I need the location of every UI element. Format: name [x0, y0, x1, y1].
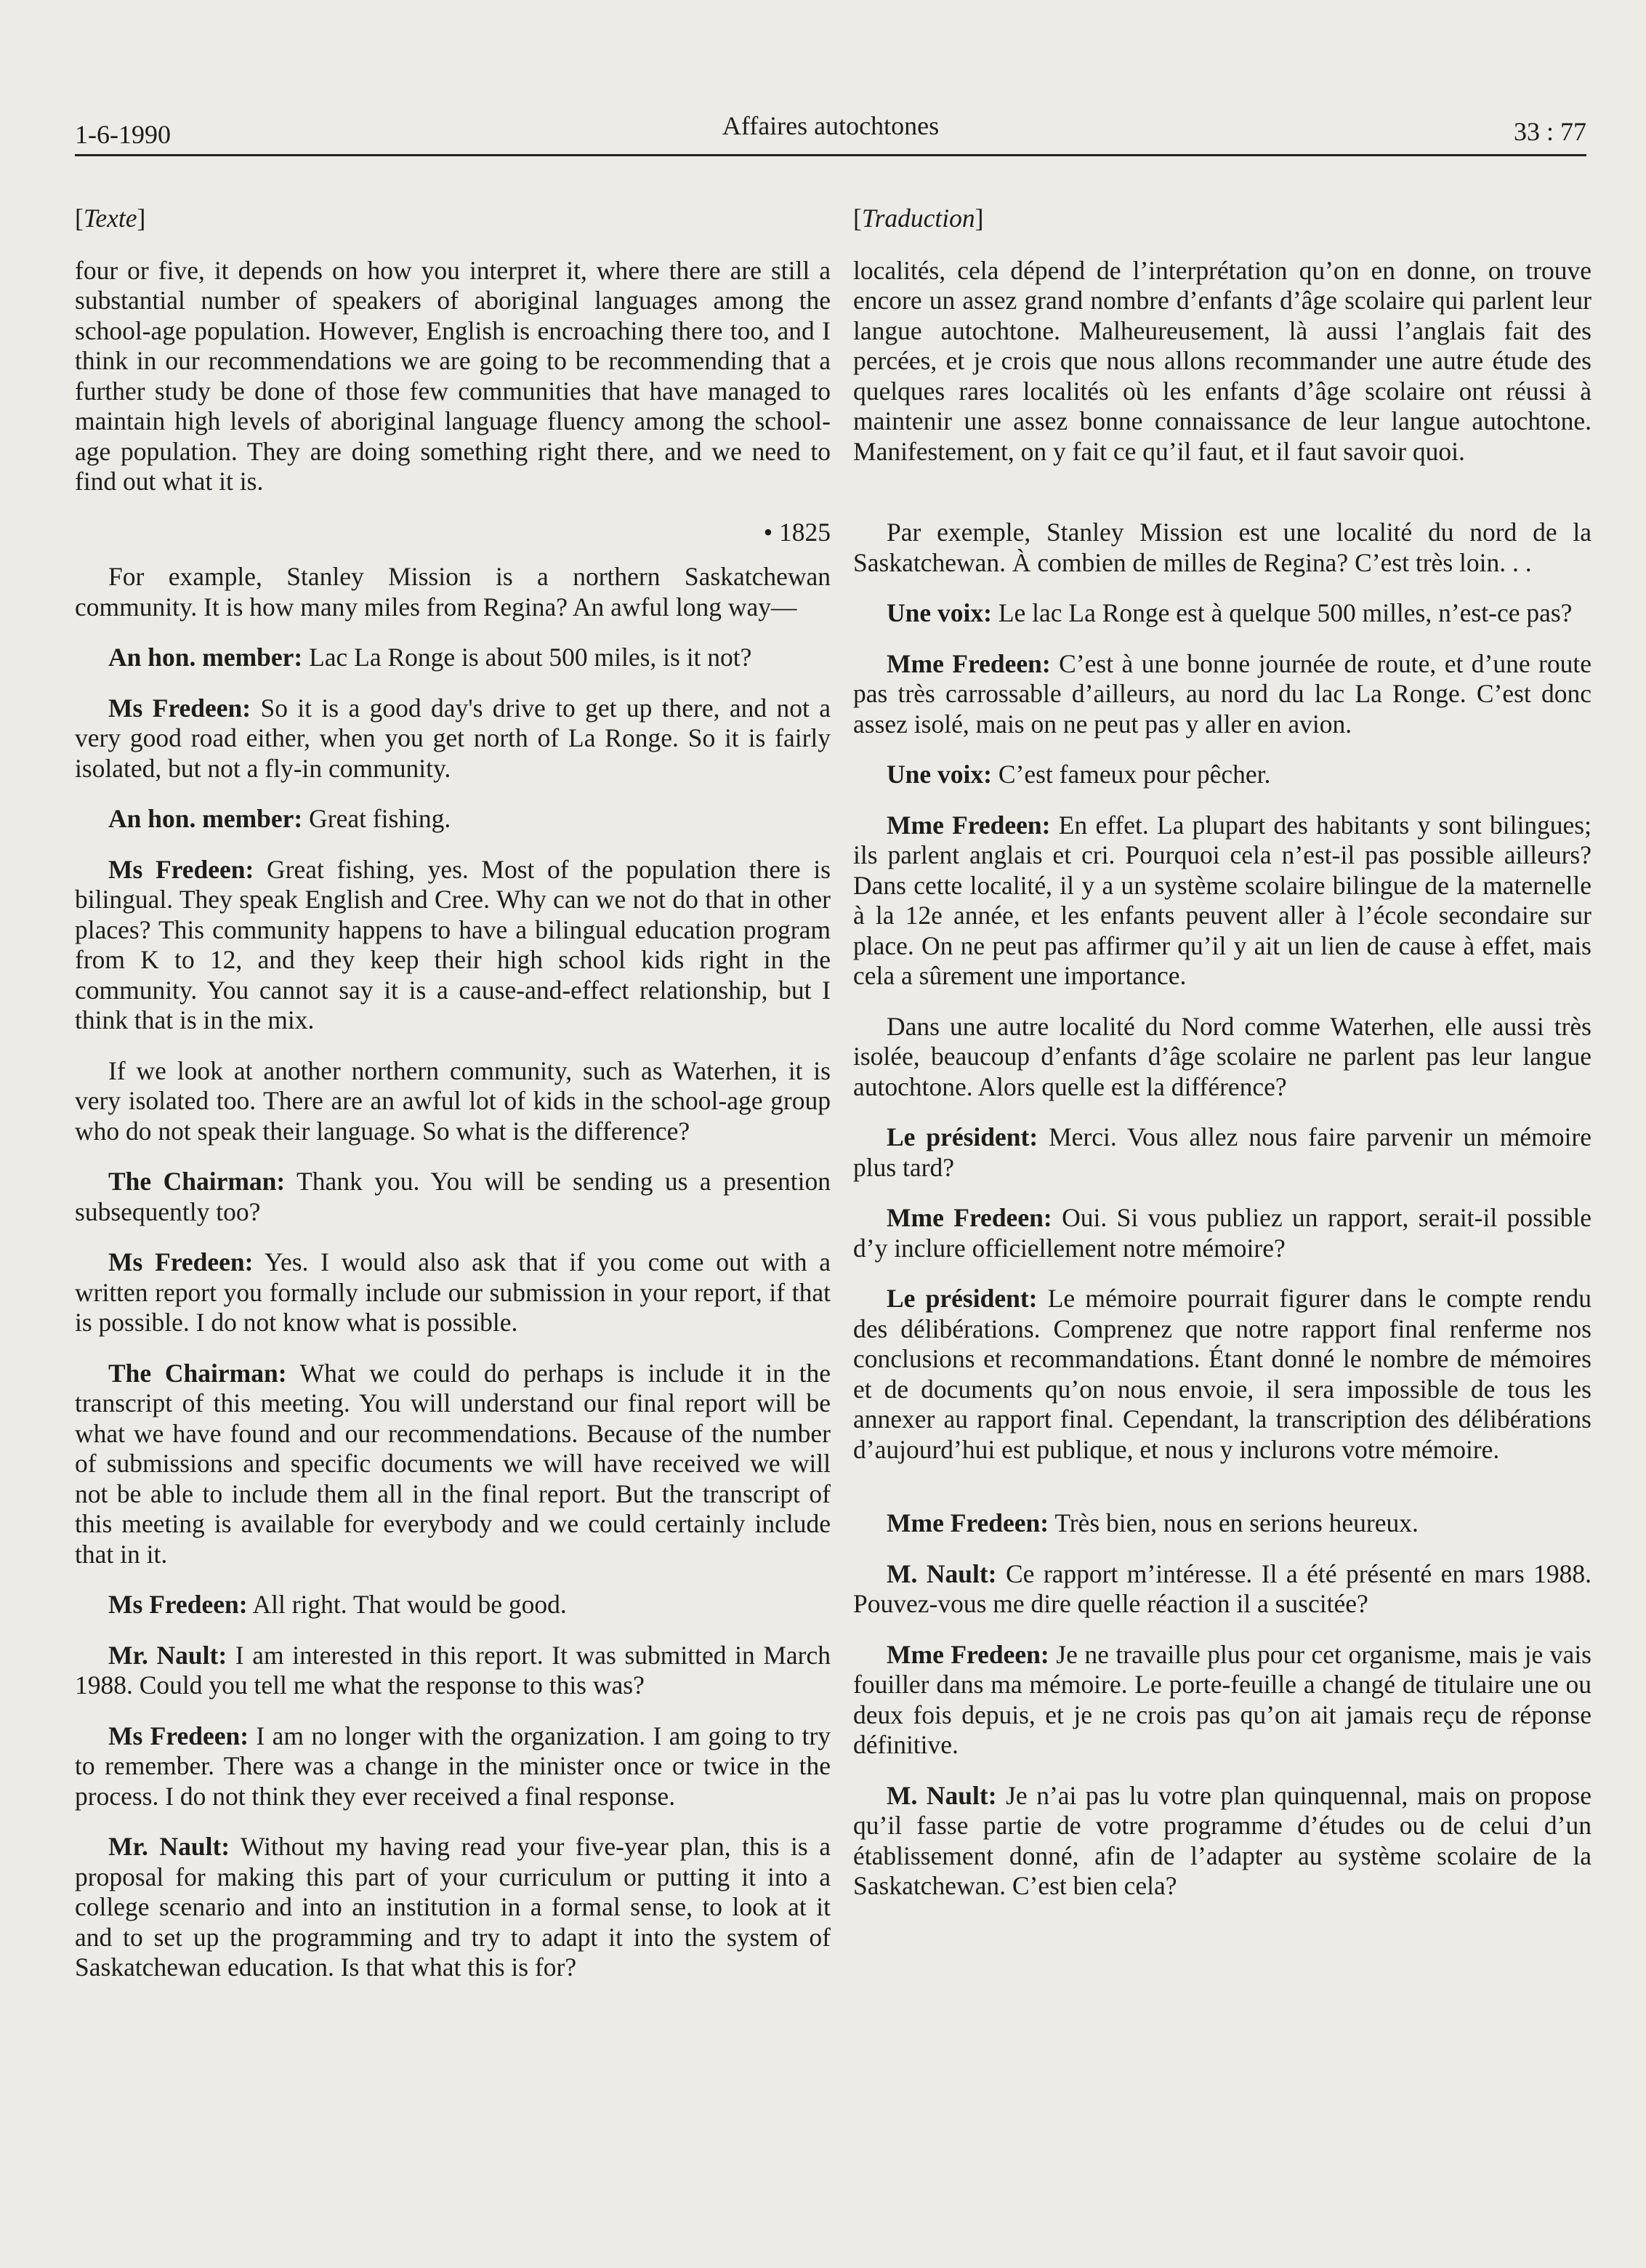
- speaker-name: M. Nault:: [887, 1559, 997, 1588]
- header-date: 1-6-1990: [75, 120, 171, 149]
- header-title: Affaires autochtones: [722, 111, 940, 140]
- paragraph: Une voix: Le lac La Ronge est à quelque 500 milles, n’est-ce pas?: [887, 598, 1573, 627]
- paragraph: Mme Fredeen: En effet. La plupart des habitants y sont bilingues; ils parlent anglais et cri. Pourquoi cela n’est-il pas possible ailleurs? Dans cette localité, il y a un système scolaire bilingue de la maternelle à la 12e année, et les enfants peuvent aller à l’école secondaire sur place. On ne peut pas affirmer qu’il y ait un lien de cause à effet, mais cela a sûrement une importance.: [853, 810, 1591, 990]
- paragraph: Mme Fredeen: C’est à une bonne journée de route, et d’une route pas très carrossable d’ailleurs, au nord du lac La Ronge. C’est donc assez isolé, mais on ne peut pas y aller en avion.: [853, 648, 1591, 739]
- speaker-name: Le président:: [887, 1122, 1038, 1151]
- speaker-name: The Chairman:: [108, 1358, 287, 1388]
- speaker-name: Mr. Nault:: [108, 1832, 230, 1861]
- speaker-name: Mme Fredeen:: [887, 1639, 1049, 1669]
- paragraph: Ms Fredeen: All right. That would be good.: [108, 1590, 567, 1619]
- time-marker: • 1825: [763, 517, 831, 547]
- speaker-name: Mme Fredeen:: [887, 1203, 1052, 1232]
- paragraph: Mme Fredeen: Très bien, nous en serions heureux.: [887, 1508, 1419, 1537]
- paragraph: Mr. Nault: Without my having read your five-year plan, this is a proposal for making this part of your curriculum or putting it into a college scenario and into an institution in a formal sense, to look at it and to set up the programming and try to adapt it into the system of Saskatchewan education. Is that what this is for?: [75, 1832, 831, 1982]
- paragraph: Ms Fredeen: So it is a good day's drive to get up there, and not a very good road either, when you get north of La Ronge. So it is fairly isolated, but not a fly-in community.: [75, 693, 831, 783]
- page-header: [75, 109, 1586, 156]
- paragraph: Par exemple, Stanley Mission est une localité du nord de la Saskatchewan. À combien de milles de Regina? C’est très loin. . .: [853, 518, 1591, 577]
- speaker-name: Mme Fredeen:: [887, 1508, 1049, 1537]
- text-tag-label: Texte: [83, 204, 137, 233]
- paragraph: M. Nault: Je n’ai pas lu votre plan quinquennal, mais on propose qu’il fasse partie de votre programme d’études ou de celui d’un établissement donné, afin de l’adapter au système scolaire de la Saskatchewan. C’est bien cela?: [853, 1780, 1591, 1900]
- paragraph: Le président: Merci. Vous allez nous faire parvenir un mémoire plus tard?: [853, 1122, 1591, 1182]
- english-column: [75, 204, 831, 2003]
- speaker-name: Ms Fredeen:: [108, 1721, 249, 1750]
- paragraph: If we look at another northern community, such as Waterhen, it is very isolated too. There are an awful lot of kids in the school-age group who do not speak their language. So what is the difference?: [75, 1055, 831, 1146]
- translation-tag: [Traduction]: [853, 204, 984, 233]
- paragraph: Mme Fredeen: Oui. Si vous publiez un rapport, serait-il possible d’y inclure officiellement notre mémoire?: [853, 1203, 1591, 1263]
- paragraph: Une voix: C’est fameux pour pêcher.: [887, 760, 1271, 789]
- speaker-name: Mr. Nault:: [108, 1640, 227, 1670]
- paragraph: Ms Fredeen: Great fishing, yes. Most of the population there is bilingual. They speak English and Cree. Why can we not do that in other places? This community happens to have a bilingual education program from K to 12, and they keep their high school kids right in the community. You cannot say it is a cause-and-effect relationship, but I think that is in the mix.: [75, 854, 831, 1034]
- paragraph: For example, Stanley Mission is a northern Saskatchewan community. It is how many miles from Regina? An awful long way—: [75, 562, 831, 622]
- translation-tag-label: Traduction: [861, 204, 975, 233]
- speaker-name: An hon. member:: [108, 804, 303, 833]
- paragraph: M. Nault: Ce rapport m’intéresse. Il a été présenté en mars 1988. Pouvez-vous me dire quelle réaction il a suscitée?: [853, 1559, 1591, 1618]
- speaker-name: Mme Fredeen:: [887, 648, 1051, 678]
- french-column: [853, 204, 1591, 1922]
- paragraph: Mme Fredeen: Je ne travaille plus pour cet organisme, mais je vais fouiller dans ma mémoire. Le porte-feuille a changé de titulaire une ou deux fois depuis, et je ne crois pas qu’on ait jamais reçu de réponse définitive.: [853, 1639, 1591, 1759]
- paragraph: Le président: Le mémoire pourrait figurer dans le compte rendu des délibérations. Comprenez que notre rapport final renferme nos conclusions et recommandations. Étant donné le nombre de mémoires et de documents qu’on nous envoie, il sera impossible de tous les annexer au rapport final. Cependant, la transcription des délibérations d’aujourd’hui est publique, et nous y inclurons votre mémoire.: [853, 1284, 1591, 1464]
- speaker-name: Une voix:: [887, 760, 992, 789]
- paragraph: An hon. member: Great fishing.: [108, 804, 451, 833]
- speaker-name: Ms Fredeen:: [108, 854, 254, 884]
- speaker-name: Ms Fredeen:: [108, 693, 251, 723]
- paragraph: An hon. member: Lac La Ronge is about 500 miles, is it not?: [108, 643, 752, 672]
- speaker-name: Le président:: [887, 1284, 1038, 1313]
- paragraph: The Chairman: What we could do perhaps is include it in the transcript of this meeting. You will understand our final report will be what we have found and our recommendations. Because of the number of submissions and specific documents we will have received we will not be able to include them all in the final report. But the transcript of this meeting is available for everybody and we could certainly include that in it.: [75, 1358, 831, 1569]
- speaker-name: Mme Fredeen:: [887, 810, 1051, 840]
- paragraph: The Chairman: Thank you. You will be sending us a presention subsequently too?: [75, 1167, 831, 1226]
- speaker-name: Une voix:: [887, 598, 992, 627]
- speaker-name: An hon. member:: [108, 643, 303, 672]
- paragraph: Ms Fredeen: Yes. I would also ask that if you come out with a written report you formally include our submission in your report, if that is possible. I do not know what is possible.: [75, 1247, 831, 1337]
- paragraph: Ms Fredeen: I am no longer with the organization. I am going to try to remember. There was a change in the minister once or twice in the process. I do not think they ever received a final response.: [75, 1721, 831, 1811]
- paragraph: four or five, it depends on how you interpret it, where there are still a substantial number of speakers of aboriginal languages among the school-age population. However, English is encroaching there too, and I think in our recommendations we are going to be recommending that a further study be done of those few communities that have managed to maintain high levels of aboriginal language fluency among the school-age population. They are doing something right there, and we need to find out what it is.: [75, 255, 831, 496]
- paragraph: localités, cela dépend de l’interprétation qu’on en donne, on trouve encore un assez grand nombre d’enfants d’âge scolaire qui parlent leur langue autochtone. Malheureusement, là aussi l’anglais fait des percées, et je crois que nous allons recommander une autre étude des quelques rares localités où les enfants d’âge scolaire ont réussi à maintenir une assez bonne connaissance de leur langue autochtone. Manifestement, on y fait ce qu’il faut, et il faut savoir quoi.: [853, 255, 1591, 466]
- speaker-name: Ms Fredeen:: [108, 1247, 254, 1276]
- speaker-name: M. Nault:: [887, 1780, 997, 1810]
- speaker-name: Ms Fredeen:: [108, 1590, 248, 1619]
- paragraph: Mr. Nault: I am interested in this report. It was submitted in March 1988. Could you tell me what the response to this was?: [75, 1640, 831, 1700]
- speaker-name: The Chairman:: [108, 1167, 286, 1196]
- paragraph: Dans une autre localité du Nord comme Waterhen, elle aussi très isolée, beaucoup d’enfants d’âge scolaire ne parlent pas leur langue autochtone. Alors quelle est la différence?: [853, 1011, 1591, 1101]
- text-tag: [Texte]: [75, 204, 146, 233]
- header-page-number: 33 : 77: [1513, 117, 1586, 146]
